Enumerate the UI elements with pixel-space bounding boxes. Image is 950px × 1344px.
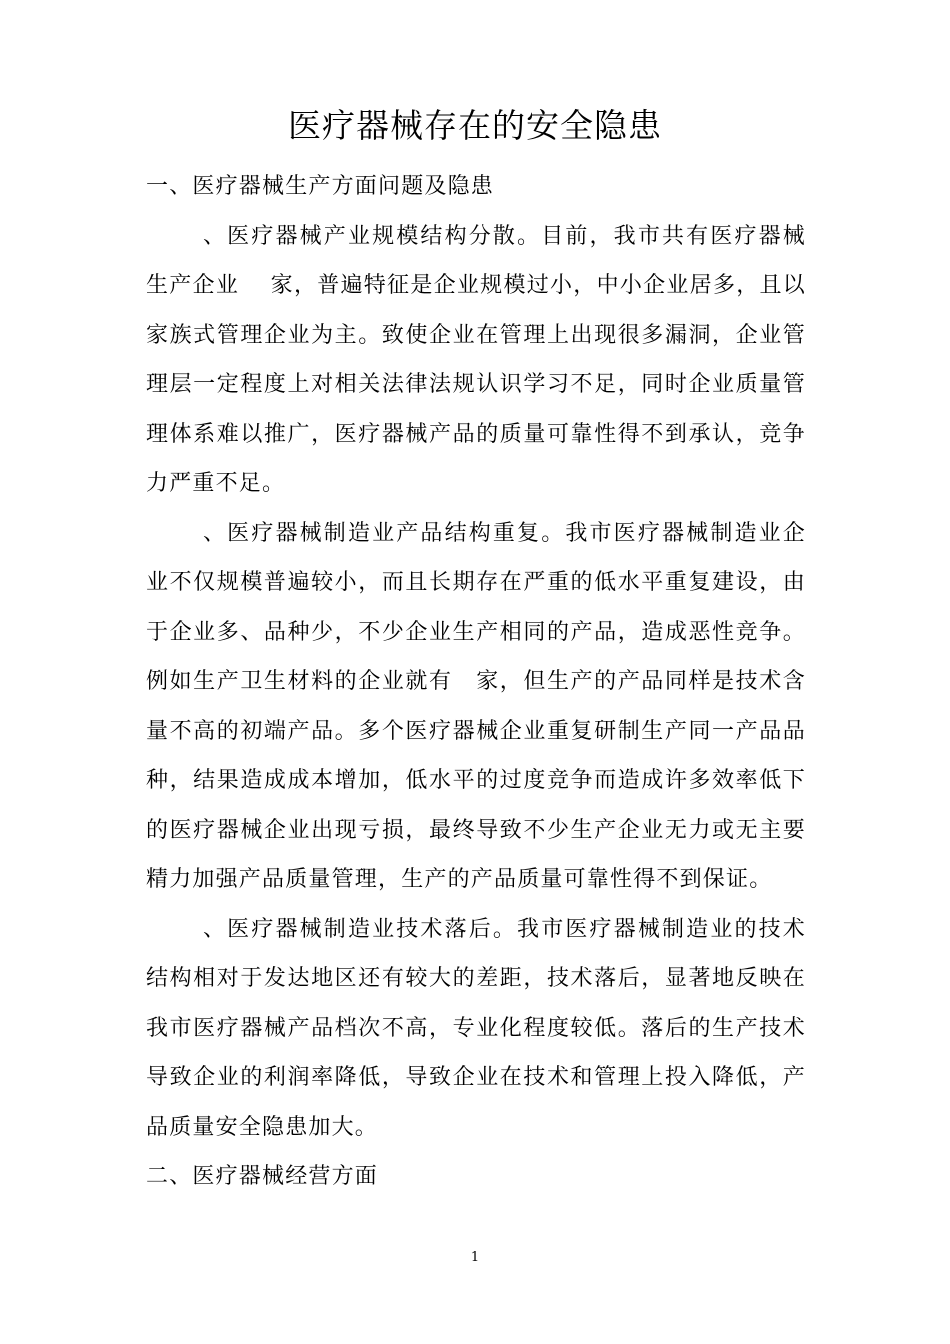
paragraph-technology: 、医疗器械制造业技术落后。我市医疗器械制造业的技术结构相对于发达地区还有较大的差距，技术落后，显著地反映在我市医疗器械产品档次不高，专业化程度较低。落后的生产技术导致企业的利润率降低，导致企业在技术和管理上投入降低，产品质量安全隐患加大。 — [146, 916, 806, 1140]
section-heading-1: 一、医疗器械生产方面问题及隐患 — [146, 174, 495, 199]
document-body — [146, 162, 806, 1202]
paragraph-product-structure: 、医疗器械制造业产品结构重复。我市医疗器械制造业企业不仅规模普遍较小，而且长期存在严重的低水平重复建设，由于企业多、品种少，不少企业生产相同的产品，造成恶性竞争。例如生产卫生材料的企业就有 家，但生产的产品同样是技术含量不高的初端产品。多个医疗器械企业重复研制生产同一产品品种，结果造成成本增加，低水平的过度竞争而造成许多效率低下的医疗器械企业出现亏损，最终导致不少生产企业无力或无主要精力加强产品质量管理，生产的产品质量可靠性得不到保证。 — [146, 520, 806, 892]
document-title: 医疗器械存在的安全隐患 — [288, 106, 662, 145]
section-heading-2: 二、医疗器械经营方面 — [146, 1164, 379, 1189]
paragraph-industry-scale: 、医疗器械产业规模结构分散。目前，我市共有医疗器械生产企业 家，普遍特征是企业规模过小，中小企业居多，且以家族式管理企业为主。致使企业在管理上出现很多漏洞，企业管理层一定程度上对相关法律法规认识学习不足，同时企业质量管理体系难以推广，医疗器械产品的质量可靠性得不到承认，竞争力严重不足。 — [146, 223, 806, 496]
page-number: 1 — [470, 1250, 480, 1265]
